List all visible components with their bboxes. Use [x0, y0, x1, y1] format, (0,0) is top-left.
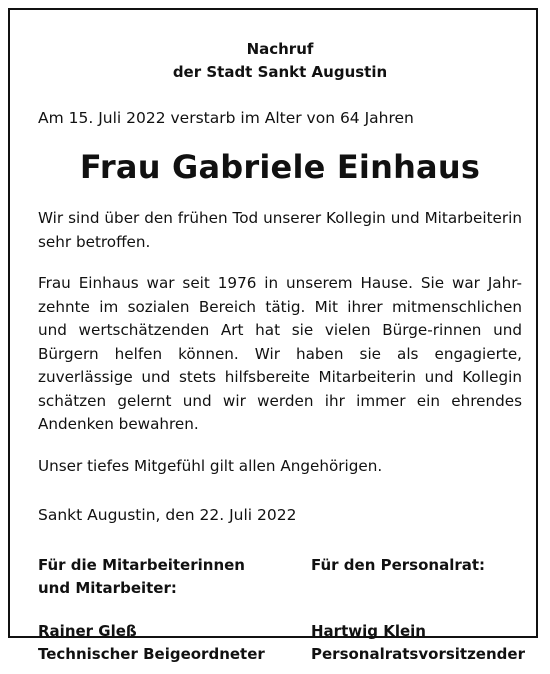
paragraph-2: Frau Einhaus war seit 1976 in unserem Hause. Sie war Jahr-zehnte im sozialen Bereich tätig. Mit ihrer mitmenschlichen und wertschätzenden Art hat sie vielen Bürge-rinnen und Bürgern helfen können. Wir haben sie als engagierte, zuverlässige und stets hilfsbereite Mitarbeiterin und Kollegin schätzen gelernt und wir werden ihr immer ein ehrendes Andenken bewahren. — [38, 274, 522, 433]
place-date: Sankt Augustin, den 22. Juli 2022 — [38, 506, 297, 524]
obituary-content — [38, 38, 525, 674]
signature-right — [311, 554, 531, 666]
signature-left-title: Technischer Beigeordneter — [38, 645, 265, 663]
deceased-name: Frau Gabriele Einhaus — [79, 148, 481, 186]
signature-left-name: Rainer Gleß — [38, 622, 137, 640]
header-line-2: der Stadt Sankt Augustin — [172, 63, 388, 81]
signature-right-name: Hartwig Klein — [311, 622, 426, 640]
signature-left — [38, 554, 288, 666]
signature-block — [38, 554, 525, 674]
obituary-frame — [8, 8, 538, 663]
signature-left-role-1: Für die Mitarbeiterinnen — [38, 556, 245, 574]
intro-text: Am 15. Juli 2022 verstarb im Alter von 64 Jahren — [38, 109, 414, 127]
paragraph-1: Wir sind über den frühen Tod unserer Kollegin und Mitarbeiterin sehr betroffen. — [38, 209, 522, 251]
paragraph-3: Unser tiefes Mitgefühl gilt allen Angehörigen. — [38, 456, 383, 475]
obituary-header — [38, 38, 522, 84]
signature-right-role-1: Für den Personalrat: — [311, 556, 486, 574]
signature-left-role-2: und Mitarbeiter: — [38, 579, 177, 597]
signature-right-title: Personalratsvorsitzender — [311, 645, 525, 663]
header-line-1: Nachruf — [246, 40, 314, 58]
